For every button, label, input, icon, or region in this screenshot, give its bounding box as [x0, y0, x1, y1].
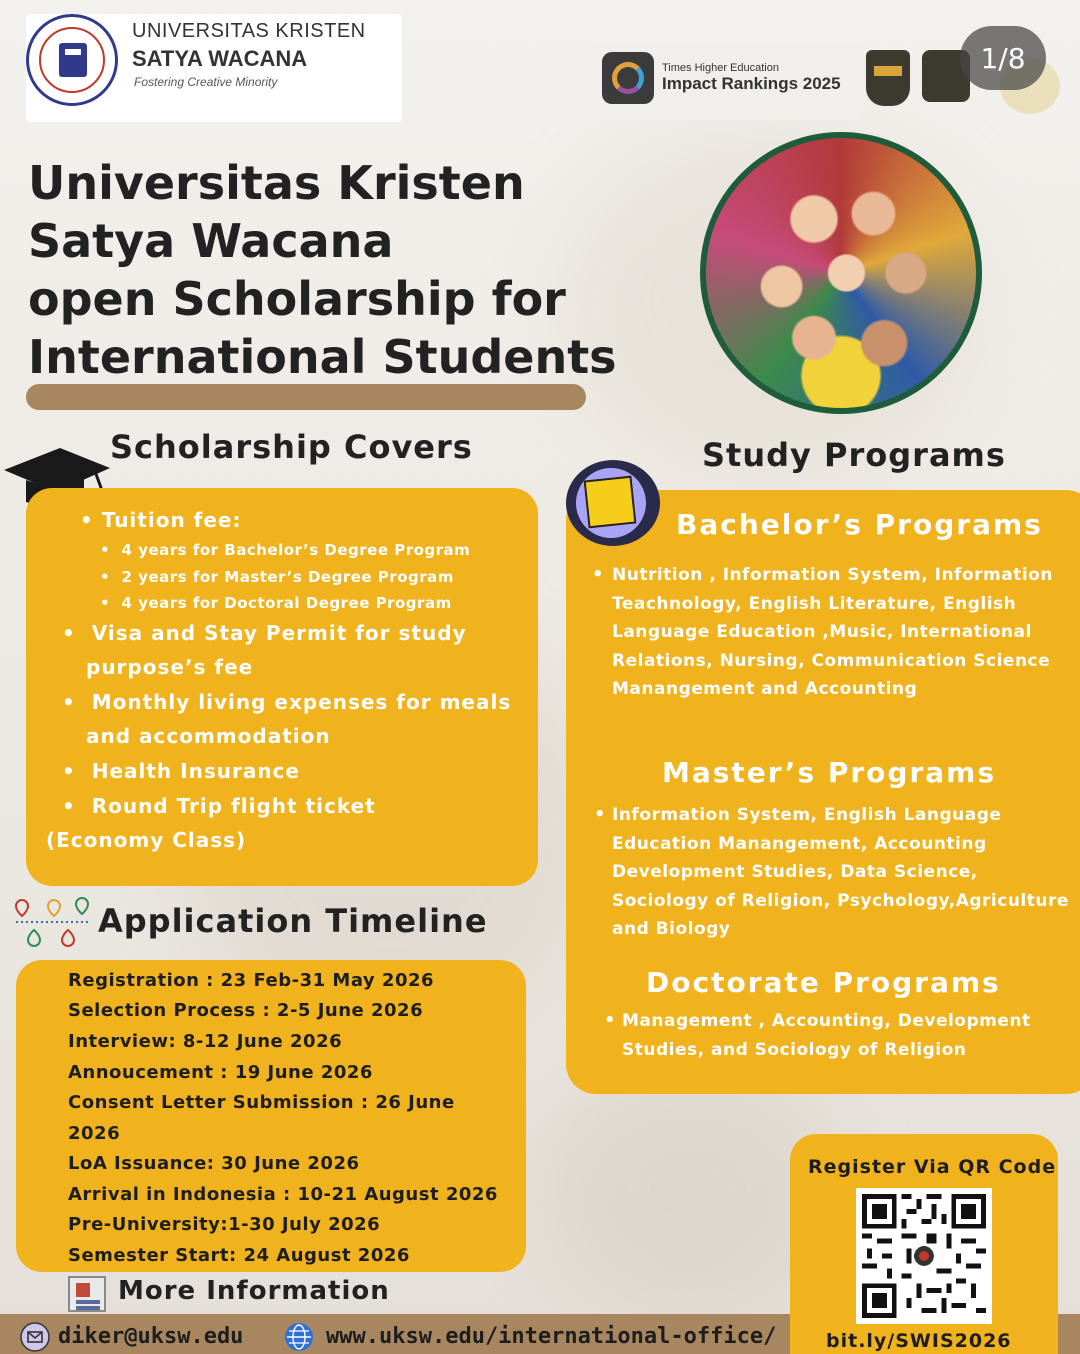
title-line: open Scholarship for [28, 272, 566, 326]
covers-item: • Tuition fee: [80, 508, 242, 532]
program-line: Language Education ,Music, International [612, 622, 1032, 643]
more-information-heading: More Information [118, 1276, 390, 1306]
email-icon [20, 1322, 50, 1352]
covers-subitem: • 4 years for Doctoral Degree Program [100, 594, 452, 612]
timeline-item: 2026 [68, 1123, 121, 1144]
tuition-label: Tuition fee: [101, 508, 242, 532]
health-insurance: Health Insurance [91, 759, 300, 783]
scholarship-covers-heading: Scholarship Covers [110, 428, 473, 466]
students-group-photo [700, 132, 982, 414]
timeline-item: Interview: 8-12 June 2026 [68, 1031, 343, 1052]
university-tagline: Fostering Creative Minority [134, 75, 278, 89]
timeline-item: Annoucement : 19 June 2026 [68, 1062, 373, 1083]
globe-icon [284, 1322, 314, 1352]
application-timeline-heading: Application Timeline [98, 902, 488, 940]
register-short-link[interactable]: bit.ly/SWIS2026 [826, 1330, 1012, 1352]
program-line: and Biology [612, 919, 731, 940]
flight-line2: (Economy Class) [46, 828, 247, 852]
map-pins-icon [14, 896, 90, 952]
tuition-item: 4 years for Doctoral Degree Program [121, 594, 452, 612]
visa-line2: purpose’s fee [86, 655, 254, 679]
program-line: Nutrition , Information System, Information [612, 565, 1053, 585]
image-counter[interactable]: 1/8 [960, 26, 1046, 90]
university-seal-icon [26, 14, 118, 106]
bullet-icon: • [594, 804, 606, 825]
program-line: Development Studies, Data Science, [612, 862, 978, 883]
living-line1: Monthly living expenses for meals [91, 690, 512, 714]
timeline-item: Selection Process : 2-5 June 2026 [68, 1000, 424, 1021]
qr-code-graphic [862, 1194, 986, 1318]
title-underline-bar [26, 384, 586, 410]
program-line: Information System, English Language [612, 805, 1002, 825]
bachelor-programs-heading: Bachelor’s Programs [676, 508, 1043, 541]
ranking-title: Impact Rankings 2025 [662, 74, 841, 93]
tuition-item: 2 years for Master’s Degree Program [121, 568, 454, 586]
doctorate-programs-list [622, 1007, 1031, 1064]
covers-item: • Monthly living expenses for meals [62, 690, 512, 714]
master-programs-list [612, 801, 1069, 944]
bachelor-programs-list [612, 561, 1053, 704]
covers-item: • Health Insurance [62, 759, 300, 783]
accreditation-badge-icon [866, 50, 910, 106]
newspaper-icon [68, 1276, 106, 1312]
program-line: Sociology of Religion, Psychology,Agriculture [612, 890, 1069, 911]
bullet-icon: • [604, 1010, 616, 1031]
timeline-item: Pre-University:1-30 July 2026 [68, 1214, 381, 1235]
contact-website[interactable]: www.uksw.edu/international-office/ [326, 1324, 777, 1349]
program-line: Education Manangement, Accounting [612, 833, 987, 854]
timeline-item: LoA Issuance: 30 June 2026 [68, 1153, 360, 1174]
qr-code-icon[interactable] [856, 1188, 992, 1324]
the-logo-icon [602, 52, 654, 104]
timeline-item: Registration : 23 Feb-31 May 2026 [68, 970, 435, 991]
sticky-note-icon [566, 460, 660, 546]
covers-subitem: • 4 years for Bachelor’s Degree Program [100, 541, 471, 559]
tuition-item: 4 years for Bachelor’s Degree Program [121, 541, 471, 559]
timeline-item: Semester Start: 24 August 2026 [68, 1245, 410, 1266]
timeline-item: Arrival in Indonesia : 10-21 August 2026 [68, 1184, 498, 1205]
title-line: Satya Wacana [28, 214, 394, 268]
ranking-source: Times Higher Education [662, 62, 779, 74]
timeline-item: Consent Letter Submission : 26 June [68, 1092, 455, 1113]
living-line2: and accommodation [86, 724, 331, 748]
flight-line1: Round Trip flight ticket [91, 794, 376, 818]
program-line: Manangement and Accounting [612, 679, 918, 700]
study-programs-heading: Study Programs [702, 436, 1006, 474]
program-line: Relations, Nursing, Communication Science [612, 650, 1051, 671]
title-line: Universitas Kristen [28, 156, 525, 210]
contact-email[interactable]: diker@uksw.edu [58, 1324, 244, 1349]
master-programs-heading: Master’s Programs [662, 756, 996, 789]
visa-line1: Visa and Stay Permit for study [91, 621, 467, 645]
covers-item: • Round Trip flight ticket [62, 794, 376, 818]
university-name-line1: UNIVERSITAS KRISTEN [132, 20, 366, 42]
covers-subitem: • 2 years for Master’s Degree Program [100, 568, 454, 586]
bullet-icon: • [592, 564, 604, 585]
program-line: Teachnology, English Literature, English [612, 593, 1017, 614]
page-title [28, 154, 617, 386]
covers-item: • Visa and Stay Permit for study [62, 621, 467, 645]
title-line: International Students [28, 330, 617, 384]
register-qr-heading: Register Via QR Code [808, 1156, 1057, 1178]
doctorate-programs-heading: Doctorate Programs [646, 966, 1001, 999]
program-line: Management , Accounting, Development [622, 1011, 1031, 1031]
university-name-line2: SATYA WACANA [132, 46, 308, 71]
program-line: Studies, and Sociology of Religion [622, 1039, 967, 1060]
